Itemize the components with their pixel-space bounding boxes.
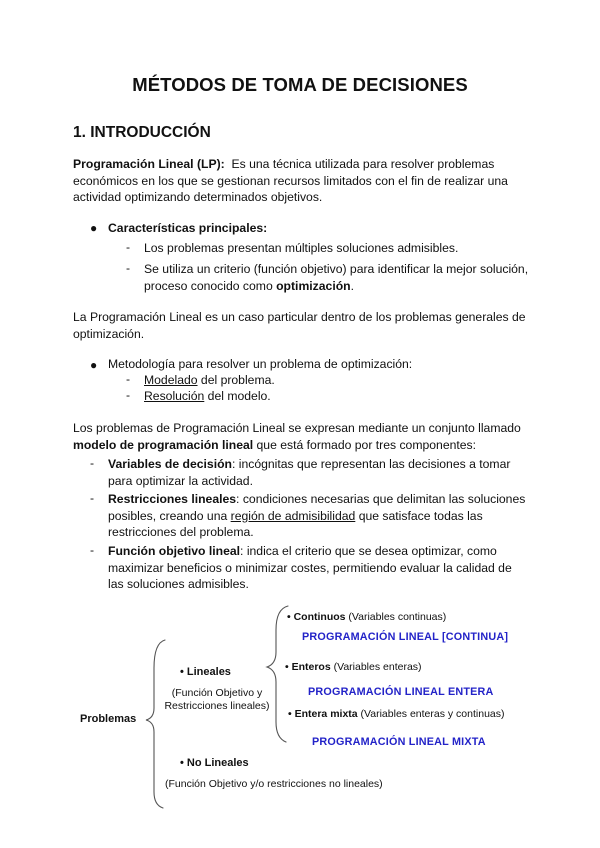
dash-icon: - — [126, 240, 131, 254]
intro-term: Programación Lineal (LP): — [73, 157, 225, 171]
component-funcion-objetivo: Función objetivo lineal: indica el criterio que se desea optimizar, como maximizar beneficios o minimizar costes, permitiendo evaluar la calidad de las soluciones admisibles. — [108, 544, 512, 591]
component-restricciones: Restricciones lineales: condiciones necesarias que delimitan las soluciones posibles, creando una región de admisibilidad que satisface todas las restricciones del problema. — [108, 492, 526, 539]
methodology-item-1: Modelado del problema. — [144, 373, 275, 387]
dash-icon: - — [126, 261, 131, 275]
diagram-node-continuos: • Continuos (Variables continuas) — [287, 611, 447, 623]
diagram-node-lineales: • Lineales — [180, 666, 231, 678]
section-heading-introduccion: 1. INTRODUCCIÓN — [73, 124, 211, 141]
diagram-type-mixta: PROGRAMACIÓN LINEAL MIXTA — [312, 736, 486, 748]
dash-icon: - — [126, 372, 131, 386]
bullet-icon: ● — [90, 358, 98, 372]
page-title: MÉTODOS DE TOMA DE DECISIONES — [132, 74, 468, 95]
brace-lineales — [267, 606, 288, 742]
methodology-label: Metodología para resolver un problema de optimización: — [108, 357, 413, 371]
diagram-type-entera: PROGRAMACIÓN LINEAL ENTERA — [308, 686, 494, 698]
dash-icon: - — [90, 491, 95, 505]
intro-paragraph: Programación Lineal (LP): Es una técnica utilizada para resolver problemas económicos en los que se gestionan recursos limitados con el fin de realizar una actividad optimizando determinados objetivos. — [73, 157, 508, 204]
characteristics-item-2: Se utiliza un criterio (función objetivo) para identificar la mejor solución, proceso conocido como optimización. — [144, 262, 529, 293]
model-paragraph: Los problemas de Programación Lineal se expresan mediante un conjunto llamado modelo de programación lineal que está formado por tres componentes: — [73, 421, 521, 452]
diagram-node-no-lineales: • No Lineales — [180, 757, 249, 769]
methodology-item-2: Resolución del modelo. — [144, 389, 271, 403]
dash-icon: - — [90, 543, 95, 557]
characteristics-label: Características principales: — [108, 221, 268, 235]
lp-particular-case-paragraph: La Programación Lineal es un caso particular dentro de los problemas generales de optimización. — [73, 310, 526, 341]
characteristics-item-1: Los problemas presentan múltiples soluciones admisibles. — [144, 241, 459, 255]
diagram-root-problemas: Problemas — [80, 713, 137, 725]
diagram-no-lineales-description: (Función Objetivo y/o restricciones no lineales) — [165, 778, 383, 790]
component-variables: Variables de decisión: incógnitas que representan las decisiones a tomar para optimizar la actividad. — [108, 457, 511, 488]
bullet-icon: ● — [90, 221, 98, 235]
brace-problemas — [146, 640, 165, 808]
dash-icon: - — [90, 456, 95, 470]
diagram-node-entera-mixta: • Entera mixta (Variables enteras y continuas) — [288, 708, 505, 720]
diagram-type-continua: PROGRAMACIÓN LINEAL [CONTINUA] — [302, 631, 509, 643]
diagram-node-enteros: • Enteros (Variables enteras) — [285, 661, 422, 673]
diagram-lineales-description: (Función Objetivo y Restricciones lineales) — [164, 687, 270, 712]
dash-icon: - — [126, 388, 131, 402]
